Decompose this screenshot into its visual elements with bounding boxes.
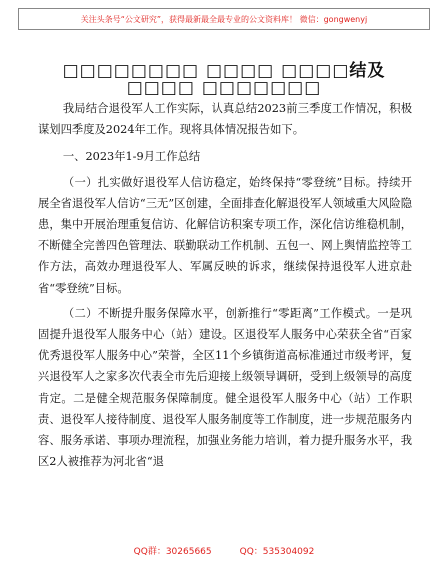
paragraph-item-1: （一）扎实做好退役军人信访稳定，始终保持“零登统”目标。持续开展全省退役军人信访“三无”区创建，全面排查化解退役军人领域重大风险隐患，集中开展治理重复信访、化解信访积案专项工作，深化信访维稳机制，不断健全完善四色管理法、联勤联动工作机制、五包一、网上舆情监控等工作方法，高效办理退役军人、军属反映的诉求，继续保持退役军人进京赴省“零登统”目标。: [38, 175, 412, 295]
paragraph-item-2: （二）不断提升服务保障水平，创新推行“零距离”工作模式。一是巩固提升退役军人服务中心（站）建设。区退役军人服务中心荣获全省“百家优秀退役军人服务中心”荣誉，全区11个乡镇街道高标准通过市级考评，复兴退役军人之家多次代表全市先后迎接上级领导调研，受到上级领导的高度肯定。二是健全规范服务保障制度。健全退役军人服务中心（站）工作职责、退役军人接待制度、退役军人服务制度等工作制度，进一步规范服务内容、服务承诺、事项办理流程，加强业务能力培训，着力提升服务水平，我区2人被推荐为河北省“退: [38, 306, 412, 469]
footer-qq: QQ：535304092: [239, 547, 315, 557]
footer-qq-group: QQ群：30265665: [133, 547, 212, 557]
header-banner: 关注头条号“公文研究”，获得最新最全最专业的公文资料库！ 微信：gongwenyj: [18, 8, 430, 30]
footer-contact: [0, 544, 448, 557]
document-title-line-2: □□□□ □□□□□□□: [126, 78, 322, 98]
document-body: [38, 98, 412, 472]
intro-paragraph: 我局结合退役军人工作实际，认真总结2023前三季度工作情况，积极谋划四季度及2024年工作。现将具体情况报告如下。: [38, 102, 412, 137]
document-title-line-1: □□□□□□□□ □□□□ □□□□结及: [62, 61, 386, 81]
section-heading: 一、2023年1-9月工作总结: [62, 150, 201, 164]
